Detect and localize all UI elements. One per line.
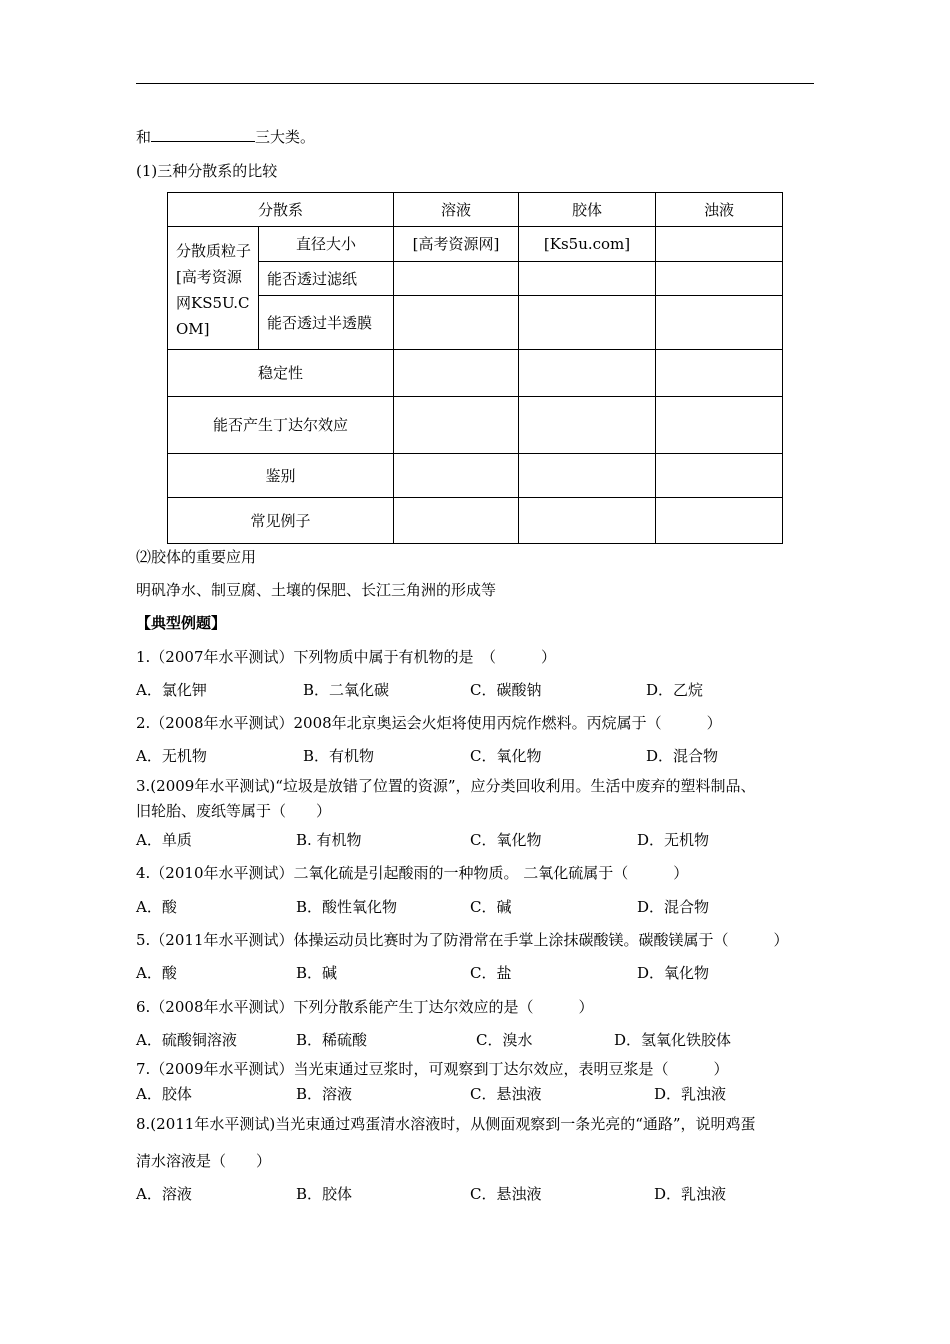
intro-suffix: 三大类。 — [255, 128, 316, 146]
option-d[interactable]: D．乳浊液 — [654, 1085, 727, 1103]
question-stem-cont: 旧轮胎、废纸等属于（ ） — [136, 802, 332, 820]
header-cell: 胶体 — [519, 193, 656, 227]
table-row — [168, 454, 783, 498]
option-d[interactable]: D．氢氧化铁胶体 — [614, 1031, 732, 1049]
group-label: 分散质粒子[高考资源网KS5U.COM] — [168, 227, 259, 350]
table-cell — [394, 454, 519, 498]
option-b[interactable]: B．二氧化碳 — [303, 681, 390, 699]
table-cell: [高考资源网] — [394, 227, 519, 262]
option-d[interactable]: D．乙烷 — [646, 681, 704, 699]
row-label: 鉴别 — [168, 454, 394, 498]
option-c[interactable]: C．悬浊液 — [470, 1185, 542, 1203]
table-cell — [394, 296, 519, 350]
question-stem: 3.(2009年水平测试)“垃圾是放错了位置的资源”，应分类回收利用。生活中废弃的塑料制品、 — [136, 777, 756, 795]
option-b[interactable]: B．胶体 — [296, 1185, 353, 1203]
table-row — [168, 227, 783, 262]
option-a[interactable]: A．酸 — [136, 964, 177, 982]
table-header-row — [168, 193, 783, 227]
examples-heading: 【典型例题】 — [136, 614, 227, 632]
option-b[interactable]: B．酸性氧化物 — [296, 898, 398, 916]
question-stem: 5.（2011年水平测试）体操运动员比赛时为了防滑常在手掌上涂抹碳酸镁。碳酸镁属于（ ） — [136, 931, 789, 949]
table-cell — [394, 350, 519, 397]
table-cell — [519, 397, 656, 454]
option-a[interactable]: A．氯化钾 — [136, 681, 207, 699]
section2-text: 明矾净水、制豆腐、土壤的保肥、长江三角洲的形成等 — [136, 581, 497, 599]
table-cell — [656, 397, 783, 454]
table-cell — [656, 227, 783, 262]
option-c[interactable]: C．悬浊液 — [470, 1085, 542, 1103]
table-cell — [394, 262, 519, 296]
option-d[interactable]: D．乳浊液 — [654, 1185, 727, 1203]
intro-prefix: 和 — [136, 128, 152, 146]
header-cell: 浊液 — [656, 193, 783, 227]
table-cell — [656, 454, 783, 498]
section2-title: ⑵胶体的重要应用 — [136, 548, 257, 566]
intro-line — [136, 126, 315, 148]
dispersion-comparison-table — [167, 192, 783, 544]
table-row — [168, 397, 783, 454]
question-stem: 1.（2007年水平测试）下列物质中属于有机物的是 （ ） — [136, 648, 556, 666]
table-cell — [656, 350, 783, 397]
option-d[interactable]: D．混合物 — [637, 898, 710, 916]
section1-title: (1)三种分散系的比较 — [136, 162, 278, 180]
question-stem: 6.（2008年水平测试）下列分散系能产生丁达尔效应的是（ ） — [136, 998, 594, 1016]
table-cell — [519, 498, 656, 544]
header-cell: 溶液 — [394, 193, 519, 227]
row-label: 能否透过半透膜 — [259, 296, 394, 350]
option-c[interactable]: C．溴水 — [476, 1031, 533, 1049]
option-b[interactable]: B．有机物 — [303, 747, 375, 765]
option-c[interactable]: C．盐 — [470, 964, 512, 982]
option-b[interactable]: B．碱 — [296, 964, 338, 982]
table-row — [168, 296, 783, 350]
table-cell — [519, 454, 656, 498]
option-d[interactable]: D．氧化物 — [637, 964, 710, 982]
option-d[interactable]: D．无机物 — [637, 831, 710, 849]
question-stem: 8.(2011年水平测试)当光束通过鸡蛋清水溶液时，从侧面观察到一条光亮的“通路”，说明鸡蛋 — [136, 1115, 756, 1133]
question-stem: 4.（2010年水平测试）二氧化硫是引起酸雨的一种物质。 二氧化硫属于（ ） — [136, 864, 689, 882]
fill-blank[interactable] — [151, 126, 255, 142]
row-label: 常见例子 — [168, 498, 394, 544]
option-a[interactable]: A．无机物 — [136, 747, 207, 765]
option-b[interactable]: B．溶液 — [296, 1085, 353, 1103]
option-a[interactable]: A．硫酸铜溶液 — [136, 1031, 237, 1049]
option-c[interactable]: C．碱 — [470, 898, 512, 916]
option-a[interactable]: A．溶液 — [136, 1185, 192, 1203]
option-c[interactable]: C．碳酸钠 — [470, 681, 542, 699]
option-a[interactable]: A．单质 — [136, 831, 192, 849]
table-cell — [519, 296, 656, 350]
table-row — [168, 262, 783, 296]
row-label: 稳定性 — [168, 350, 394, 397]
option-c[interactable]: C．氧化物 — [470, 747, 542, 765]
table-cell — [656, 262, 783, 296]
table-cell — [519, 350, 656, 397]
option-d[interactable]: D．混合物 — [646, 747, 719, 765]
option-a[interactable]: A．酸 — [136, 898, 177, 916]
table-cell: [Ks5u.com] — [519, 227, 656, 262]
table-cell — [394, 397, 519, 454]
header-cell: 分散系 — [168, 193, 394, 227]
table-cell — [656, 498, 783, 544]
row-label: 能否产生丁达尔效应 — [168, 397, 394, 454]
question-stem: 7.（2009年水平测试）当光束通过豆浆时，可观察到丁达尔效应，表明豆浆是（ ） — [136, 1060, 729, 1078]
table-row — [168, 498, 783, 544]
option-a[interactable]: A．胶体 — [136, 1085, 192, 1103]
row-label: 直径大小 — [259, 227, 394, 262]
table-cell — [656, 296, 783, 350]
header-rule — [136, 83, 814, 84]
option-c[interactable]: C．氧化物 — [470, 831, 542, 849]
table-cell — [519, 262, 656, 296]
question-stem: 2.（2008年水平测试）2008年北京奥运会火炬将使用丙烷作燃料。丙烷属于（ ） — [136, 714, 722, 732]
row-label: 能否透过滤纸 — [259, 262, 394, 296]
table-row — [168, 350, 783, 397]
option-b[interactable]: B．稀硫酸 — [296, 1031, 368, 1049]
question-stem-cont: 清水溶液是（ ） — [136, 1152, 272, 1170]
option-b[interactable]: B. 有机物 — [296, 831, 362, 849]
table-cell — [394, 498, 519, 544]
